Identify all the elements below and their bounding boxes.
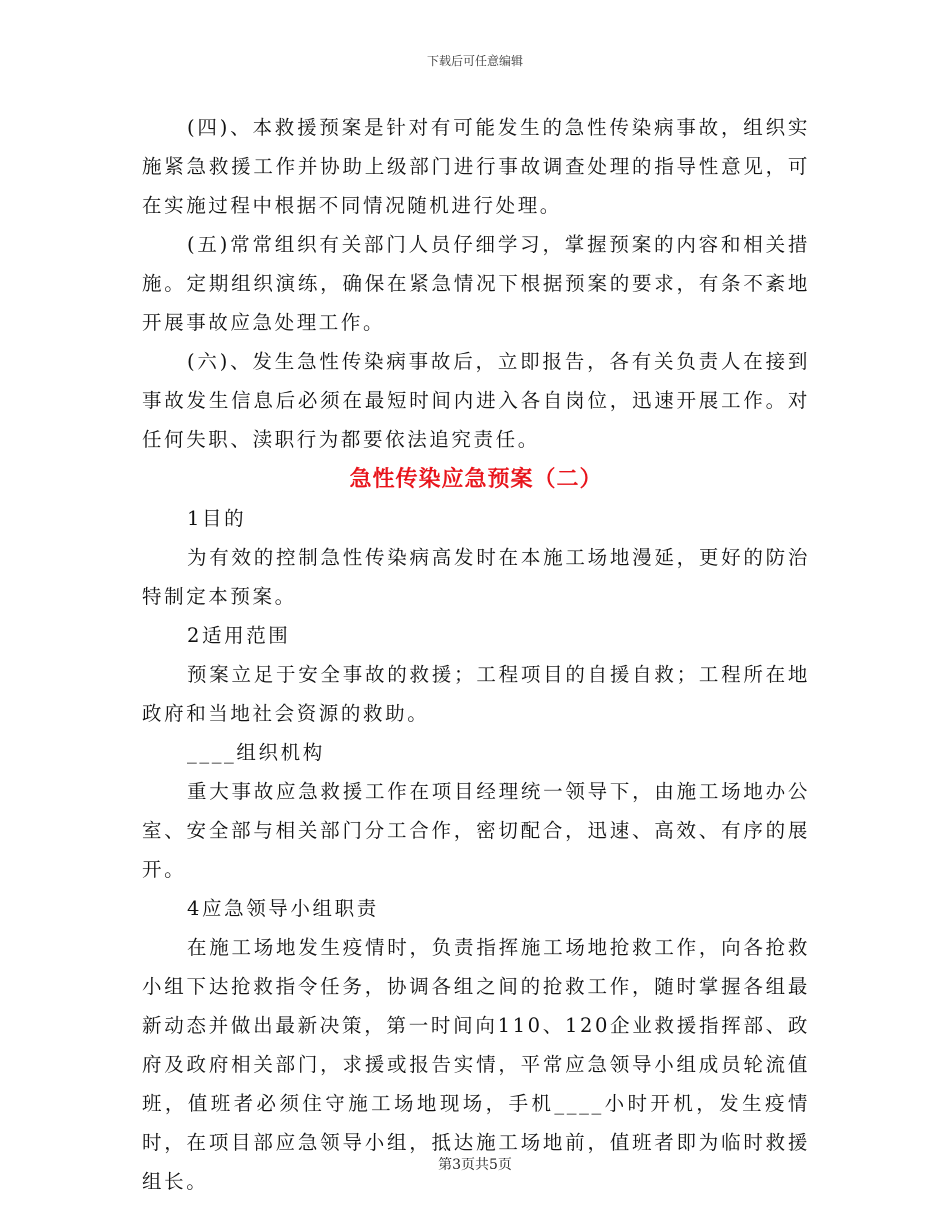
heading-scope: 2适用范围: [187, 624, 291, 647]
section-title: 急性传染应急预案（二）: [349, 466, 603, 492]
page-footer: 第3页共5页: [438, 1157, 512, 1173]
paragraph-purpose: 为有效的控制急性传染病高发时在本施工场地漫延，更好的防治特制定本预案。: [142, 546, 810, 608]
paragraph-4: (四)、本救援预案是针对有可能发生的急性传染病事故，组织实施紧急救援工作并协助上级部门进行事故调查处理的指导性意见，可在实施过程中根据不同情况随机进行处理。: [142, 116, 810, 217]
paragraph-duties: 在施工场地发生疫情时，负责指挥施工场地抢救工作，向各抢救小组下达抢救指令任务，协调各组之间的抢救工作，随时掌握各组最新动态并做出最新决策，第一时间向110、120企业救援指挥部、政府及政府相关部门，求援或报告实情，平常应急领导小组成员轮流值班，值班者必须住守施工场地现场，手机____小时开机，发生疫情时，在项目部应急领导小组，抵达施工场地前，值班者即为临时救援组长。: [142, 936, 810, 1193]
page-header: 下载后可任意编辑: [426, 54, 523, 68]
heading-organization: ____组织机构: [187, 741, 325, 764]
document-body: [142, 108, 810, 1201]
paragraph-scope: 预案立足于安全事故的救援；工程项目的自援自救；工程所在地政府和当地社会资源的救助。: [142, 663, 810, 725]
paragraph-6: (六)、发生急性传染病事故后，立即报告，各有关负责人在接到事故发生信息后必须在最短时间内进入各自岗位，迅速开展工作。对任何失职、渎职行为都要依法追究责任。: [142, 350, 810, 451]
paragraph-organization: 重大事故应急救援工作在项目经理统一领导下，由施工场地办公室、安全部与相关部门分工合作，密切配合，迅速、高效、有序的展开。: [142, 780, 810, 881]
heading-purpose: 1目的: [187, 507, 247, 530]
heading-duties: 4应急领导小组职责: [187, 897, 379, 920]
paragraph-5: (五)常常组织有关部门人员仔细学习，掌握预案的内容和相关措施。定期组织演练，确保在紧急情况下根据预案的要求，有条不紊地开展事故应急处理工作。: [142, 233, 810, 334]
